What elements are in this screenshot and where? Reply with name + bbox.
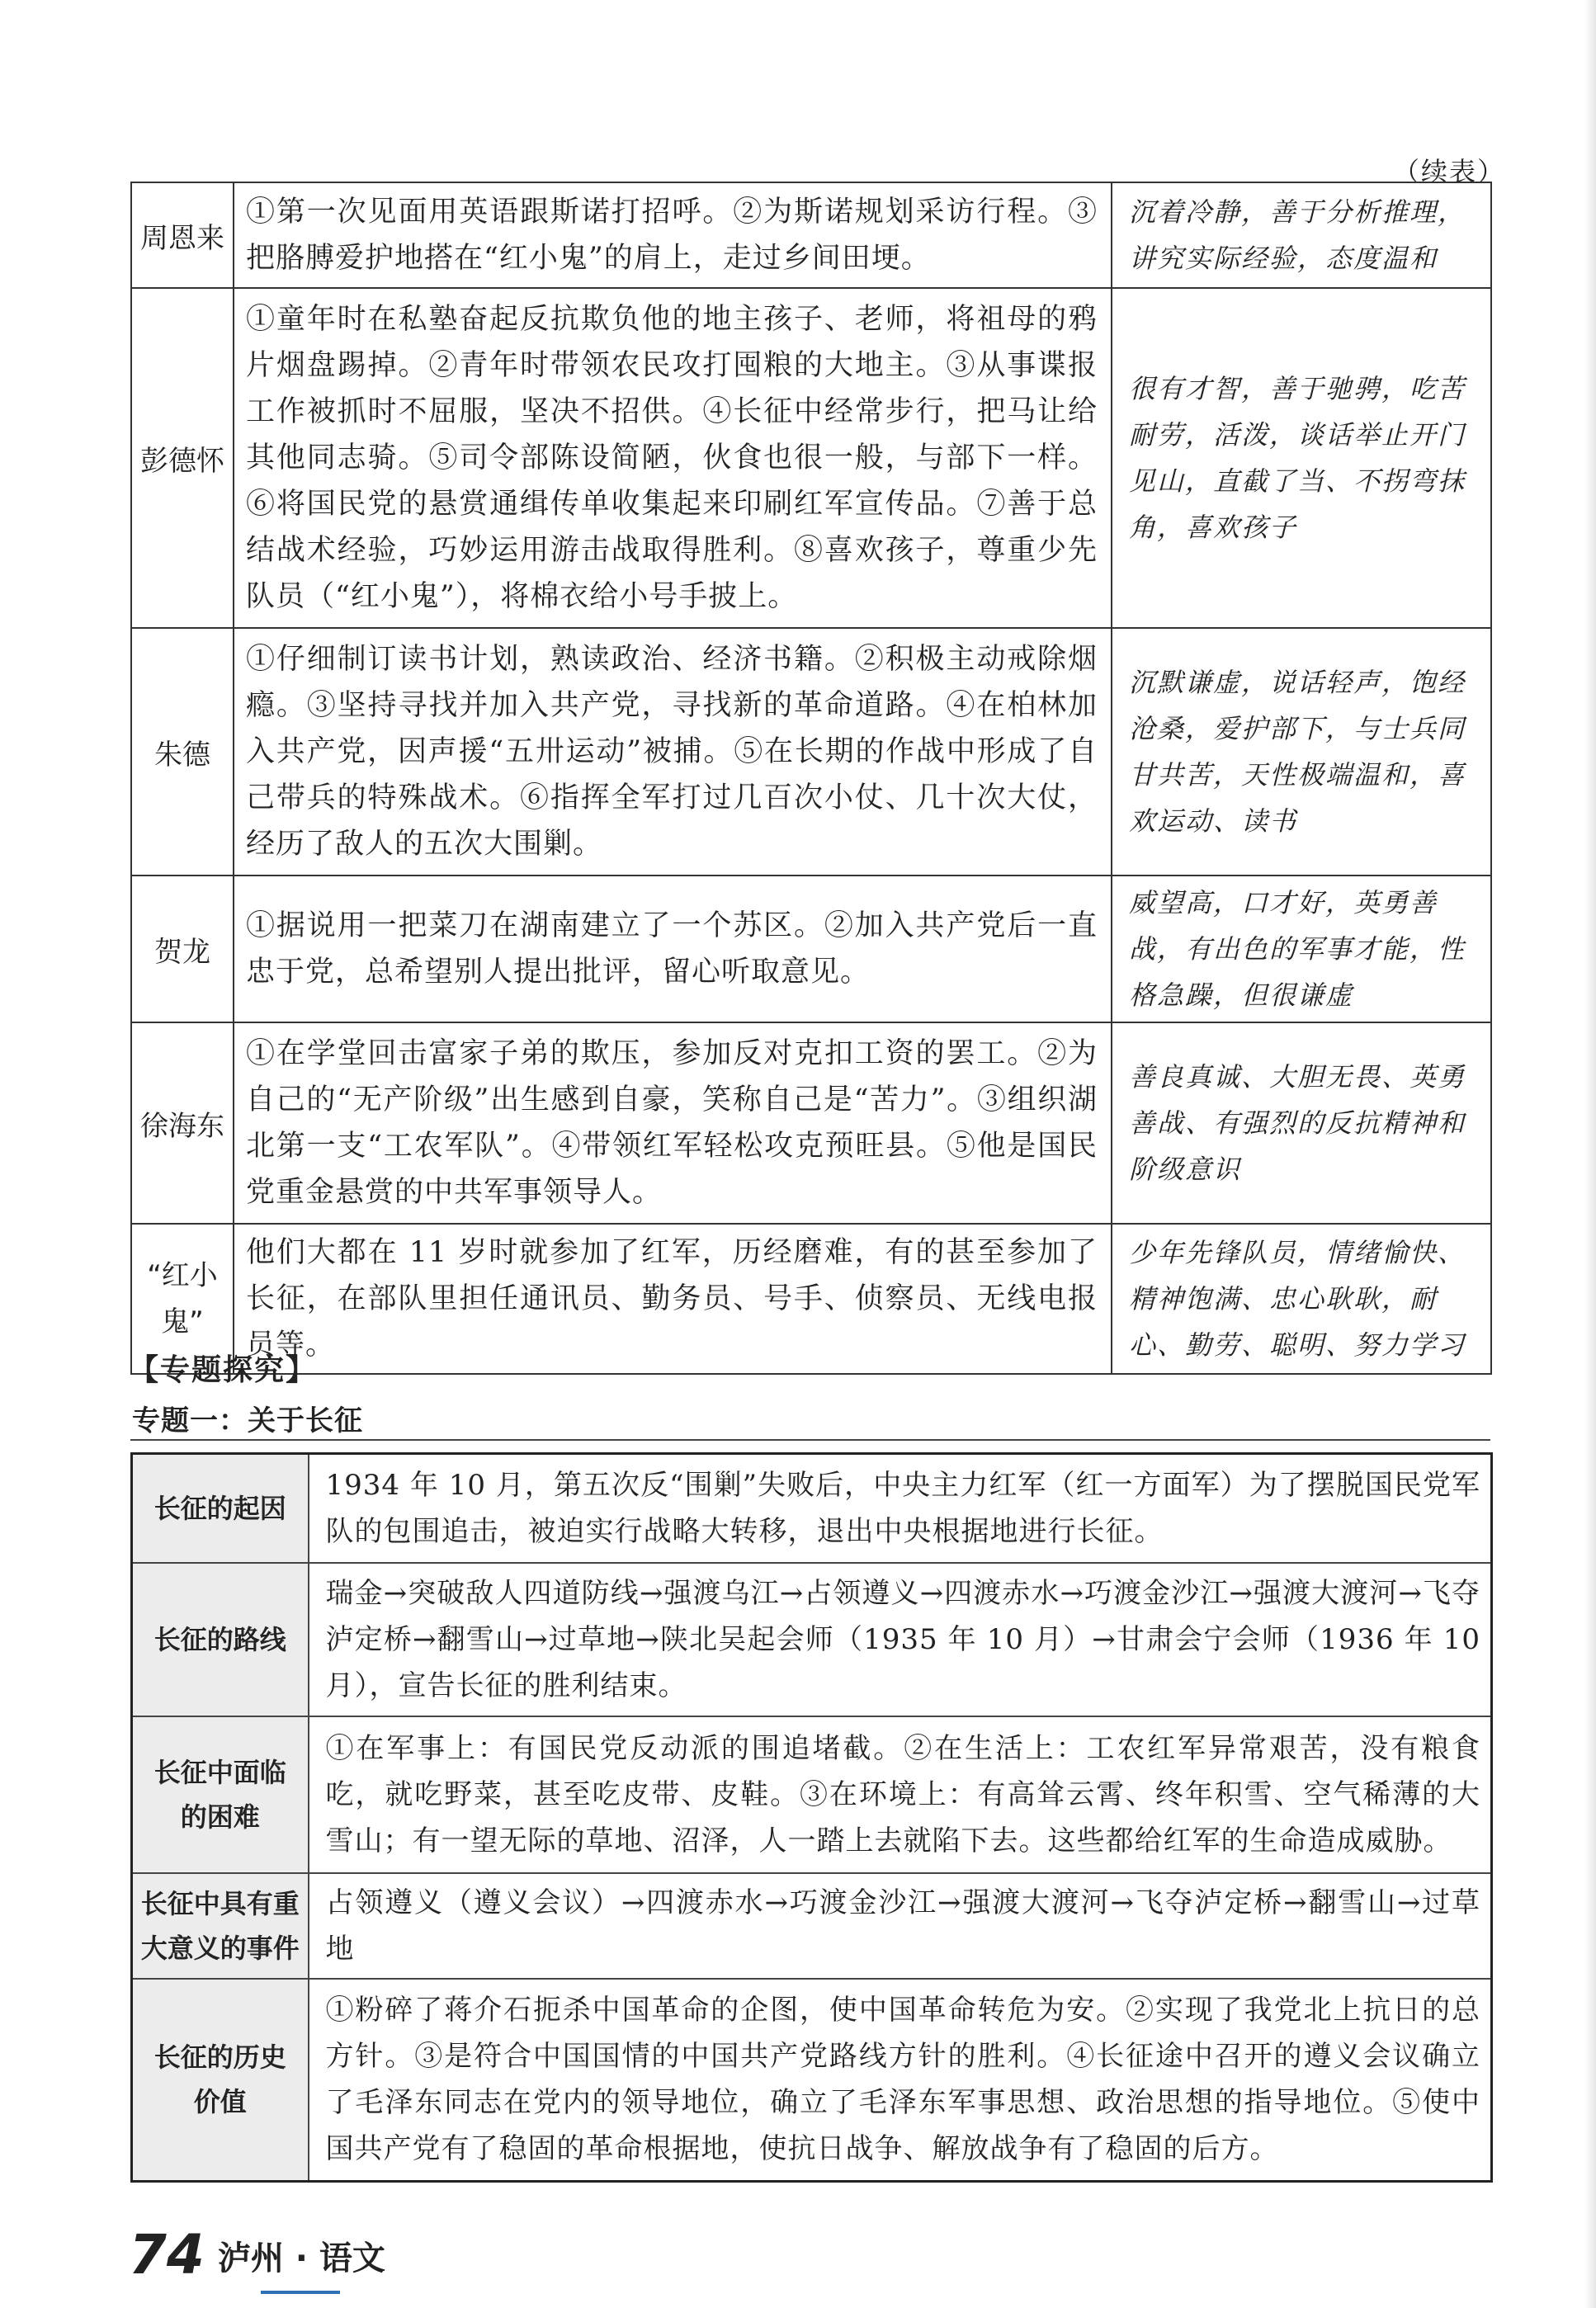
page-footer: [129, 2223, 385, 2287]
table-row: [132, 1563, 1492, 1716]
table-row: [131, 876, 1491, 1022]
character-name: “红小鬼”: [131, 1224, 234, 1374]
long-march-text: 占领遵义（遵义会议）→四渡赤水→巧渡金沙江→强渡大渡河→飞夺泸定桥→翻雪山→过草地: [309, 1873, 1492, 1979]
long-march-text: 瑞金→突破敌人四道防线→强渡乌江→占领遵义→四渡赤水→巧渡金沙江→强渡大渡河→飞夺泸定桥→翻雪山→过草地→陕北吴起会师（1935 年 10 月）→甘肃会宁会师（1936 年 10 月），宣告长征的胜利结束。: [309, 1563, 1492, 1716]
footer-accent-line: [261, 2291, 340, 2294]
table-row: [132, 1873, 1492, 1979]
character-traits: 少年先锋队员，情绪愉快、精神饱满、忠心耿耿，耐心、勤劳、聪明、努力学习: [1112, 1224, 1491, 1374]
table-row: [132, 1454, 1492, 1563]
long-march-label: 长征的路线: [132, 1563, 309, 1716]
long-march-table: [130, 1452, 1493, 2183]
character-events: ①仔细制订读书计划，熟读政治、经济书籍。②积极主动戒除烟瘾。③坚持寻找并加入共产党，寻找新的革命道路。④在柏林加入共产党，因声援“五卅运动”被捕。⑤在长期的作战中形成了自己带兵的特殊战术。⑥指挥全军打过几百次小仗、几十次大仗，经历了敌人的五次大围剿。: [234, 628, 1112, 876]
table-row: [131, 182, 1491, 288]
long-march-label: 长征的历史价值: [132, 1979, 309, 2182]
character-traits: 威望高，口才好，英勇善战，有出色的军事才能，性格急躁，但很谦虚: [1112, 876, 1491, 1022]
long-march-label: 长征中具有重大意义的事件: [132, 1873, 309, 1979]
topic-divider: [130, 1439, 1490, 1441]
long-march-label: 长征中面临的困难: [132, 1716, 309, 1873]
topic-title: 专题一：关于长征: [132, 1404, 363, 1437]
character-events: ①在学堂回击富家子弟的欺压，参加反对克扣工资的罢工。②为自己的“无产阶级”出生感到自豪，笑称自己是“苦力”。③组织湖北第一支“工农军队”。④带领红军轻松攻克预旺县。⑤他是国民党重金悬赏的中共军事领导人。: [234, 1022, 1112, 1224]
character-traits: 很有才智，善于驰骋，吃苦耐劳，活泼，谈话举止开门见山，直截了当、不拐弯抹角，喜欢孩子: [1112, 288, 1491, 628]
character-traits: 沉默谦虚，说话轻声，饱经沧桑，爱护部下，与士兵同甘共苦，天性极端温和，喜欢运动、读书: [1112, 628, 1491, 876]
section-title: 【专题探究】: [129, 1353, 318, 1387]
page-edge-shadow: [1584, 0, 1596, 2308]
character-name: 朱德: [131, 628, 234, 876]
long-march-label: 长征的起因: [132, 1454, 309, 1563]
character-name: 徐海东: [131, 1022, 234, 1224]
table-row: [131, 1224, 1491, 1374]
table-row: [131, 288, 1491, 628]
continued-label: （续表）: [1392, 156, 1505, 187]
character-name: 彭德怀: [131, 288, 234, 628]
page-number: 74: [129, 2223, 205, 2287]
character-name: 贺龙: [131, 876, 234, 1022]
long-march-text: ①在军事上：有国民党反动派的围追堵截。②在生活上：工农红军异常艰苦，没有粮食吃，就吃野菜，甚至吃皮带、皮鞋。③在环境上：有高耸云霄、终年积雪、空气稀薄的大雪山；有一望无际的草地、沼泽，人一踏上去就陷下去。这些都给红军的生命造成威胁。: [309, 1716, 1492, 1873]
table-row: [132, 1716, 1492, 1873]
long-march-text: 1934 年 10 月，第五次反“围剿”失败后，中央主力红军（红一方面军）为了摆脱国民党军队的包围追击，被迫实行战略大转移，退出中央根据地进行长征。: [309, 1454, 1492, 1563]
character-events: 他们大都在 11 岁时就参加了红军，历经磨难，有的甚至参加了长征，在部队里担任通讯员、勤务员、号手、侦察员、无线电报员等。: [234, 1224, 1112, 1374]
character-events: ①童年时在私塾奋起反抗欺负他的地主孩子、老师，将祖母的鸦片烟盘踢掉。②青年时带领农民攻打囤粮的大地主。③从事谍报工作被抓时不屈服，坚决不招供。④长征中经常步行，把马让给其他同志骑。⑤司令部陈设简陋，伙食也很一般，与部下一样。⑥将国民党的悬赏通缉传单收集起来印刷红军宣传品。⑦善于总结战术经验，巧妙运用游击战取得胜利。⑧喜欢孩子，尊重少先队员（“红小鬼”），将棉衣给小号手披上。: [234, 288, 1112, 628]
character-traits: 沉着冷静，善于分析推理，讲究实际经验，态度温和: [1112, 182, 1491, 288]
table-row: [131, 1022, 1491, 1224]
character-name: 周恩来: [131, 182, 234, 288]
footer-title: 泸州 · 语文: [217, 2240, 385, 2277]
table-row: [131, 628, 1491, 876]
character-table: [130, 182, 1492, 1375]
character-traits: 善良真诚、大胆无畏、英勇善战、有强烈的反抗精神和阶级意识: [1112, 1022, 1491, 1224]
character-events: ①据说用一把菜刀在湖南建立了一个苏区。②加入共产党后一直忠于党，总希望别人提出批评，留心听取意见。: [234, 876, 1112, 1022]
long-march-text: ①粉碎了蒋介石扼杀中国革命的企图，使中国革命转危为安。②实现了我党北上抗日的总方针。③是符合中国国情的中国共产党路线方针的胜利。④长征途中召开的遵义会议确立了毛泽东同志在党内的领导地位，确立了毛泽东军事思想、政治思想的指导地位。⑤使中国共产党有了稳固的革命根据地，使抗日战争、解放战争有了稳固的后方。: [309, 1979, 1492, 2182]
table-row: [132, 1979, 1492, 2182]
character-events: ①第一次见面用英语跟斯诺打招呼。②为斯诺规划采访行程。③把胳膊爱护地搭在“红小鬼”的肩上，走过乡间田埂。: [234, 182, 1112, 288]
